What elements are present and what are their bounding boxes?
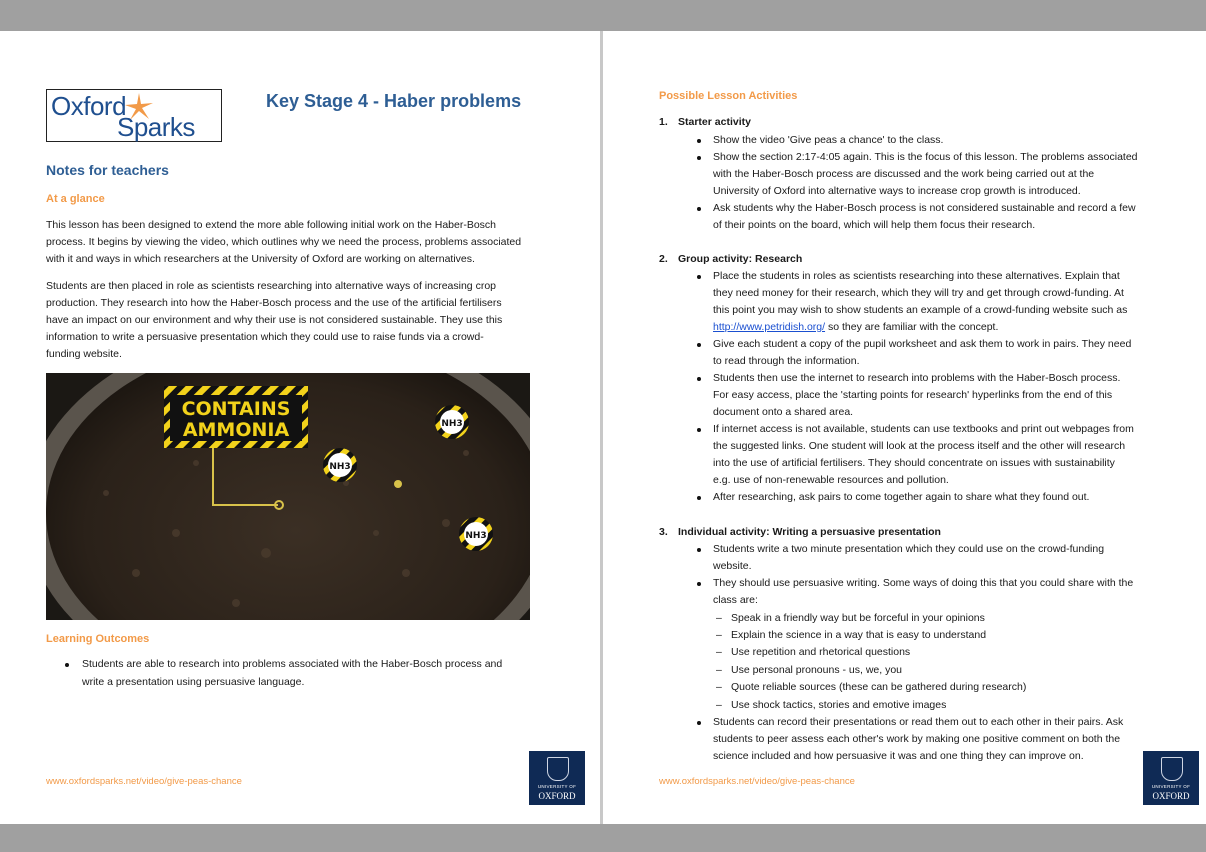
- university-of-oxford-logo: [529, 751, 585, 805]
- learning-outcomes-heading: Learning Outcomes: [46, 633, 150, 645]
- text-line: with it and ways in which researchers at the University of Oxford are working on alternatives.: [46, 253, 475, 265]
- text-line: Students can record their presentations or read them out to each other in their pairs. Ask: [713, 716, 1124, 728]
- intro-paragraph: [46, 217, 551, 268]
- badge-text: NH3: [329, 462, 351, 472]
- bullet-dot: [697, 343, 701, 347]
- dash-marker: –: [716, 681, 722, 693]
- oxford-crest-icon: [547, 757, 569, 781]
- text-line: funding website.: [46, 348, 122, 360]
- text-line: with the Haber-Bosch process are discussed and the work being carried out at the: [713, 168, 1095, 180]
- section-number: 1.: [659, 116, 668, 128]
- lesson-activities-heading: Possible Lesson Activities: [659, 90, 798, 102]
- viewer-bottom-bar: [0, 824, 1206, 852]
- dash-marker: –: [716, 629, 722, 641]
- oxford-crest-icon: [1161, 757, 1183, 781]
- text-line: Show the section 2:17-4:05 again. This is the focus of this lesson. The problems associated: [713, 151, 1138, 163]
- dash-marker: –: [716, 664, 722, 676]
- text-line: Students write a two minute presentation which they could use on the crowd-funding: [713, 543, 1105, 555]
- text-fragment: so they are familiar with the concept.: [825, 321, 999, 333]
- text-line: Students then use the internet to research into problems with the Haber-Bosch process.: [713, 372, 1121, 384]
- text-line: For easy access, place the 'starting points for research' hyperlinks from the end of this: [713, 389, 1113, 401]
- text-line-with-link: [713, 319, 998, 336]
- text-line: of their points on the board, which will help them focus their research.: [713, 219, 1036, 231]
- bullet-dot: [697, 207, 701, 211]
- footer-url: www.oxfordsparks.net/video/give-peas-chance: [659, 776, 855, 787]
- bullet-dot: [697, 139, 701, 143]
- text-line: If internet access is not available, students can use textbooks and print out webpages from: [713, 423, 1134, 435]
- text-line: Place the students in roles as scientists researching into these alternatives. Explain that: [713, 270, 1120, 282]
- dash-item: Quote reliable sources (these can be gathered during research): [731, 681, 1027, 693]
- notes-heading: Notes for teachers: [46, 162, 169, 178]
- logo-word-oxford: Oxford: [51, 91, 127, 121]
- logo-oxford: OXFORD: [1152, 791, 1190, 801]
- nh3-badge: [323, 448, 357, 482]
- text-line: have an impact on our environment and why their use is not considered sustainable. They use this: [46, 314, 503, 326]
- text-line: Give each student a copy of the pupil worksheet and ask them to work in pairs. They need: [713, 338, 1132, 350]
- sign-line-ammonia: AMMONIA: [182, 419, 290, 441]
- role-paragraph: [46, 278, 551, 363]
- section-number: 2.: [659, 253, 668, 265]
- logo-word-sparks: Sparks: [117, 112, 195, 142]
- text-line: to read through the information.: [713, 355, 860, 367]
- footer-url: www.oxfordsparks.net/video/give-peas-chance: [46, 776, 242, 787]
- text-line: information to write a persuasive presentation which they could use to raise funds via a crowd-: [46, 331, 484, 343]
- text-line: the suggested links. One student will look at the process itself and the other will research: [713, 440, 1126, 452]
- text-line: this point you may wish to show students an example of a crowd-funding website such as: [713, 304, 1128, 316]
- dash-item: Use personal pronouns - us, we, you: [731, 664, 903, 676]
- bullet-dot: [697, 428, 701, 432]
- nh3-badge: [435, 405, 469, 439]
- text-line: science included and how persuasive it was and one thing they can improve on.: [713, 750, 1084, 762]
- bullet-dot: [697, 582, 701, 586]
- petridish-link[interactable]: http://www.petridish.org/: [713, 321, 826, 333]
- university-of-oxford-logo: [1143, 751, 1199, 805]
- logo-university-of: UNIVERSITY OF: [537, 784, 577, 789]
- dash-item: Speak in a friendly way but be forceful in your opinions: [731, 612, 985, 624]
- sign-line-contains: CONTAINS: [181, 398, 291, 420]
- soil-illustration: [46, 373, 530, 620]
- section-title-starter: Starter activity: [678, 116, 751, 128]
- dash-item: Explain the science in a way that is easy to understand: [731, 629, 987, 641]
- dash-marker: –: [716, 612, 722, 624]
- contains-ammonia-sign: [164, 386, 308, 448]
- logo-oxford: OXFORD: [538, 791, 576, 801]
- section-number: 3.: [659, 526, 668, 538]
- text-line: website.: [713, 560, 752, 572]
- document-page-right: [603, 31, 1206, 824]
- page-title: Key Stage 4 - Haber problems: [266, 91, 522, 111]
- text-line: they need money for their research, which they will try and get through crowd-funding. At: [713, 287, 1124, 299]
- text-line: production. They research into how the Haber-Bosch process and the use of the artificial fertilisers: [46, 297, 502, 309]
- nh3-badge: [459, 517, 493, 551]
- text-line: Students are then placed in role as scientists researching into alternative ways of increasing crop: [46, 280, 496, 292]
- text-line: Show the video 'Give peas a chance' to the class.: [713, 134, 944, 146]
- at-a-glance-heading: At a glance: [46, 193, 105, 205]
- soil-ammonia-image: [46, 373, 530, 620]
- text-line: document onto a shared area.: [713, 406, 854, 418]
- viewer-top-bar: [0, 0, 1206, 30]
- text-line: e.g. use of non-renewable resources and pollution.: [713, 474, 949, 486]
- bullet-dot: [65, 663, 69, 667]
- text-line: Ask students why the Haber-Bosch process is not considered sustainable and record a few: [713, 202, 1136, 214]
- text-line: They should use persuasive writing. Some ways of doing this that you could share with the: [713, 577, 1134, 589]
- badge-text: NH3: [441, 419, 463, 429]
- bullet-dot: [697, 377, 701, 381]
- dash-item: Use shock tactics, stories and emotive images: [731, 699, 947, 711]
- text-line: University of Oxford into alternative ways to increase crop growth is introduced.: [713, 185, 1081, 197]
- text-line: This lesson has been designed to extend the more able following initial work on the Haber-Bosch: [46, 219, 497, 231]
- text-line: class are:: [713, 594, 758, 606]
- bullet-dot: [697, 275, 701, 279]
- outcome-line: write a presentation using persuasive language.: [82, 676, 305, 688]
- text-line: After researching, ask pairs to come together again to share what they found out.: [713, 491, 1090, 503]
- document-page-left: [0, 31, 600, 824]
- badge-text: NH3: [465, 531, 487, 541]
- text-line: into the use of artificial fertilisers. They should concentrate on issues with sustainability: [713, 457, 1115, 469]
- bullet-dot: [697, 548, 701, 552]
- bullet-dot: [697, 156, 701, 160]
- bullet-dot: [697, 721, 701, 725]
- dash-marker: –: [716, 646, 722, 658]
- dash-marker: –: [716, 699, 722, 711]
- text-line: students to peer assess each other's work by making one positive comment on both the: [713, 733, 1121, 745]
- section-title-persuasive: Individual activity: Writing a persuasive presentation: [678, 526, 941, 538]
- text-line: process. It begins by viewing the video, which outlines why we need the process, problems associated: [46, 236, 522, 248]
- logo-university-of: UNIVERSITY OF: [1151, 784, 1191, 789]
- bullet-dot: [697, 496, 701, 500]
- dash-item: Use repetition and rhetorical questions: [731, 646, 911, 658]
- outcome-line: Students are able to research into problems associated with the Haber-Bosch process and: [82, 658, 503, 670]
- section-title-research: Group activity: Research: [678, 253, 803, 265]
- oxford-sparks-logo: [46, 89, 222, 142]
